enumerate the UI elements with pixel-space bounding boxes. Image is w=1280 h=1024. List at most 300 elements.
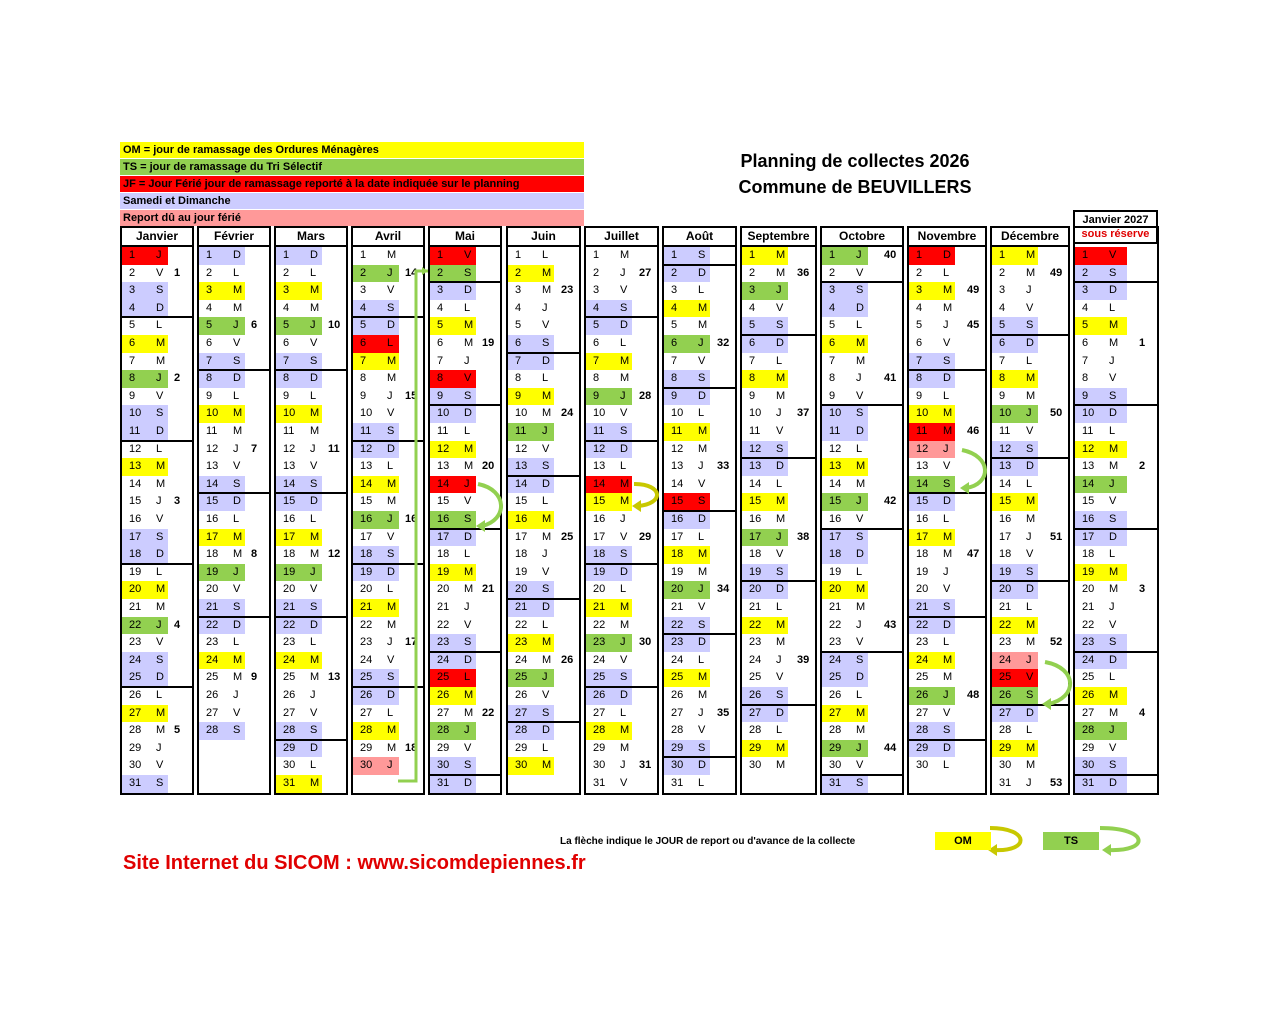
day-letter: M [943, 301, 953, 314]
day-letter: M [542, 389, 552, 402]
day-letter: J [856, 372, 862, 385]
day-number: 18 [283, 548, 296, 561]
day-letter: M [233, 407, 243, 420]
day-number: 30 [593, 759, 606, 772]
day-number: 18 [206, 548, 219, 561]
day-letter: V [943, 337, 951, 349]
day-letter: M [620, 477, 630, 490]
day-number: 12 [671, 442, 684, 455]
day-letter: M [620, 354, 630, 367]
arrow-avril-report [398, 271, 428, 781]
day-letter: J [310, 442, 316, 455]
day-letter: M [776, 618, 786, 631]
day-number: 4 [593, 301, 600, 314]
day-number: 6 [829, 337, 836, 349]
day-letter: L [776, 354, 783, 367]
day-number: 27 [360, 706, 373, 719]
day-letter: M [156, 706, 166, 719]
day-number: 9 [829, 389, 836, 402]
day-letter: J [856, 495, 862, 508]
week-number: 36 [797, 266, 810, 279]
day-number: 20 [515, 583, 528, 596]
day-number: 31 [671, 777, 684, 789]
day-letter: J [1026, 653, 1032, 666]
day-letter: L [542, 372, 549, 385]
week-number: 16 [405, 513, 418, 525]
day-number: 29 [593, 741, 606, 754]
day-number: 12 [129, 442, 142, 455]
day-letter: M [1109, 337, 1119, 349]
day-letter: V [387, 407, 395, 420]
arrow-juillet-om-head [632, 500, 641, 512]
day-letter: S [698, 372, 706, 385]
day-letter: V [542, 319, 550, 332]
day-letter: D [156, 548, 164, 561]
day-number: 11 [206, 425, 218, 437]
day-number: 26 [515, 689, 528, 701]
day-letter: M [620, 724, 630, 737]
day-number: 7 [206, 354, 213, 367]
week-number: 41 [884, 372, 897, 385]
day-number: 22 [671, 618, 684, 631]
day-letter: J [310, 689, 316, 701]
day-number: 12 [437, 442, 450, 455]
day-letter: D [310, 372, 318, 385]
day-letter: D [233, 372, 241, 385]
week-number: 45 [967, 319, 980, 332]
day-letter: D [1109, 407, 1117, 420]
day-number: 17 [671, 530, 684, 543]
day-letter: M [464, 319, 474, 332]
day-number: 20 [360, 583, 373, 596]
arrow-mai-ts-head [476, 520, 485, 532]
day-letter: M [1026, 741, 1036, 754]
day-number: 10 [283, 407, 296, 420]
day-number: 15 [593, 495, 606, 508]
day-number: 29 [999, 741, 1012, 754]
day-letter: V [856, 266, 864, 279]
day-number: 23 [206, 636, 219, 649]
day-letter: L [943, 266, 950, 279]
day-number: 7 [749, 354, 756, 367]
day-letter: J [233, 565, 239, 578]
day-letter: D [856, 301, 864, 314]
day-number: 10 [515, 407, 528, 420]
day-number: 1 [283, 249, 290, 261]
day-number: 9 [749, 389, 756, 402]
day-number: 23 [916, 636, 929, 649]
day-number: 7 [671, 354, 678, 367]
day-number: 22 [437, 618, 450, 631]
day-number: 10 [829, 407, 842, 420]
day-letter: V [464, 618, 472, 631]
day-number: 13 [437, 460, 450, 473]
day-number: 28 [829, 724, 842, 737]
day-letter: S [943, 477, 951, 490]
day-letter: L [1026, 601, 1033, 613]
day-letter: J [698, 583, 704, 596]
week-number: 24 [561, 407, 574, 420]
day-number: 26 [999, 689, 1012, 701]
site-link[interactable]: Site Internet du SICOM : www.sicomdepiennes.fr [123, 852, 586, 874]
day-number: 7 [999, 354, 1006, 367]
month-header: Février [199, 228, 269, 247]
day-letter: S [776, 565, 784, 578]
day-letter: L [1109, 425, 1116, 437]
day-letter: J [1109, 477, 1115, 490]
legend-arrow-ts [1100, 828, 1139, 850]
week-number: 18 [405, 741, 418, 754]
day-letter: M [943, 425, 953, 437]
day-number: 19 [515, 565, 528, 578]
day-number: 18 [749, 548, 762, 561]
day-letter: M [387, 372, 397, 385]
day-number: 12 [515, 442, 528, 455]
day-letter: V [464, 741, 472, 754]
day-number: 10 [437, 407, 450, 420]
day-number: 12 [206, 442, 219, 455]
day-letter: M [542, 266, 552, 279]
day-number: 28 [671, 724, 684, 737]
day-number: 14 [749, 477, 762, 490]
month-header: Décembre [992, 228, 1068, 247]
day-number: 23 [1082, 636, 1095, 649]
day-number: 27 [749, 706, 762, 719]
day-letter: V [464, 372, 472, 385]
week-number: 29 [639, 530, 652, 543]
day-letter: L [156, 442, 163, 455]
day-number: 9 [515, 389, 522, 402]
day-letter: D [387, 319, 395, 332]
day-number: 5 [829, 319, 836, 332]
week-number: 34 [717, 583, 730, 596]
week-number: 43 [884, 618, 897, 631]
day-number: 19 [206, 565, 219, 578]
day-letter: V [1109, 618, 1117, 631]
day-number: 15 [749, 495, 762, 508]
day-letter: L [1109, 671, 1116, 684]
day-letter: M [1109, 689, 1119, 701]
day-number: 8 [593, 372, 600, 385]
day-number: 25 [283, 671, 296, 684]
day-letter: J [542, 425, 548, 437]
day-number: 22 [360, 618, 373, 631]
day-letter: J [156, 372, 162, 385]
legend-ts: TS = jour de ramassage du Tri Sélectif [120, 159, 584, 175]
day-number: 26 [129, 689, 142, 701]
day-number: 24 [129, 653, 142, 666]
day-number: 20 [206, 583, 219, 596]
day-letter: M [464, 583, 474, 596]
january-2027-label: Janvier 2027 [1082, 214, 1149, 226]
day-number: 19 [360, 565, 373, 578]
day-letter: M [542, 530, 552, 543]
day-number: 22 [749, 618, 762, 631]
day-letter: M [856, 706, 866, 719]
day-letter: M [1026, 389, 1036, 402]
day-number: 3 [437, 284, 444, 297]
day-number: 4 [999, 301, 1006, 314]
day-number: 7 [1082, 354, 1089, 367]
week-number: 33 [717, 460, 730, 473]
day-letter: L [856, 442, 863, 455]
day-number: 12 [593, 442, 606, 455]
day-letter: S [620, 301, 628, 314]
week-number: 37 [797, 407, 810, 420]
day-number: 15 [1082, 495, 1095, 508]
day-letter: S [776, 689, 784, 701]
day-letter: V [776, 425, 784, 437]
day-number: 19 [671, 565, 684, 578]
day-number: 17 [437, 530, 450, 543]
day-letter: S [387, 425, 395, 437]
day-number: 29 [916, 741, 929, 754]
day-letter: L [776, 601, 783, 613]
day-letter: D [698, 389, 706, 402]
day-letter: L [776, 724, 783, 737]
day-letter: J [233, 442, 239, 455]
day-number: 8 [999, 372, 1006, 385]
day-number: 12 [829, 442, 842, 455]
day-number: 26 [671, 689, 684, 701]
day-letter: J [620, 636, 626, 649]
day-letter: M [776, 513, 786, 525]
day-number: 16 [1082, 513, 1095, 525]
day-number: 29 [283, 741, 296, 754]
day-letter: L [620, 337, 627, 349]
day-number: 21 [515, 601, 528, 613]
day-number: 15 [829, 495, 842, 508]
day-number: 20 [829, 583, 842, 596]
day-letter: M [620, 601, 630, 613]
day-number: 22 [515, 618, 528, 631]
day-number: 8 [129, 372, 136, 385]
day-letter: M [1026, 266, 1036, 279]
day-number: 13 [129, 460, 142, 473]
day-number: 9 [593, 389, 600, 402]
day-number: 24 [999, 653, 1012, 666]
day-number: 28 [129, 724, 142, 737]
day-letter: S [698, 249, 706, 261]
day-number: 13 [283, 460, 296, 473]
day-letter: S [387, 671, 395, 684]
day-number: 15 [515, 495, 528, 508]
day-number: 17 [360, 530, 373, 543]
day-number: 30 [999, 759, 1012, 772]
day-number: 27 [206, 706, 219, 719]
day-letter: J [233, 689, 239, 701]
day-number: 7 [283, 354, 290, 367]
day-number: 27 [593, 706, 606, 719]
arrow-novembre-ts-head [960, 482, 969, 494]
day-letter: S [310, 477, 318, 490]
day-number: 2 [129, 266, 136, 279]
day-letter: L [943, 759, 950, 772]
day-letter: M [776, 249, 786, 261]
day-letter: M [776, 759, 786, 772]
day-letter: L [943, 636, 950, 649]
day-number: 28 [206, 724, 219, 737]
day-letter: D [620, 689, 628, 701]
month-header: Juillet [586, 228, 657, 247]
day-number: 24 [515, 653, 528, 666]
day-letter: L [464, 671, 471, 684]
day-letter: M [856, 724, 866, 737]
day-letter: V [1109, 249, 1117, 261]
day-number: 10 [1082, 407, 1095, 420]
day-letter: D [776, 460, 784, 473]
day-letter: M [310, 671, 320, 684]
day-letter: S [856, 284, 864, 297]
day-number: 19 [283, 565, 296, 578]
day-number: 3 [283, 284, 290, 297]
day-letter: L [310, 636, 317, 649]
day-number: 7 [437, 354, 444, 367]
week-number: 19 [482, 337, 495, 349]
day-letter: S [620, 425, 628, 437]
legend-om: OM = jour de ramassage des Ordures Ménagères [120, 142, 584, 158]
day-letter: D [620, 565, 628, 578]
day-number: 6 [515, 337, 522, 349]
day-letter: V [776, 301, 784, 314]
day-letter: L [620, 583, 627, 596]
day-letter: M [943, 407, 953, 420]
day-letter: J [856, 618, 862, 631]
day-number: 9 [1082, 389, 1089, 402]
day-letter: J [464, 354, 470, 367]
day-number: 14 [829, 477, 842, 490]
day-number: 5 [671, 319, 678, 332]
month-header: Septembre [742, 228, 815, 247]
day-letter: S [776, 442, 784, 455]
day-letter: V [620, 407, 628, 420]
day-number: 9 [671, 389, 678, 402]
day-number: 30 [129, 759, 142, 772]
day-letter: D [943, 741, 951, 754]
day-number: 20 [129, 583, 142, 596]
day-letter: M [620, 741, 630, 754]
day-number: 3 [360, 284, 367, 297]
day-number: 19 [129, 565, 142, 578]
day-number: 10 [916, 407, 929, 420]
day-letter: M [856, 337, 866, 349]
day-number: 11 [515, 425, 527, 437]
day-number: 1 [593, 249, 600, 261]
day-number: 21 [129, 601, 142, 613]
day-number: 5 [129, 319, 136, 332]
day-number: 23 [437, 636, 450, 649]
day-letter: M [856, 583, 866, 596]
day-letter: J [1109, 724, 1115, 737]
day-letter: J [464, 724, 470, 737]
day-letter: M [542, 284, 552, 297]
day-letter: V [1026, 548, 1034, 561]
legend-jf: JF = Jour Férié jour de ramassage reporté à la date indiquée sur le planning [120, 176, 584, 192]
week-number: 30 [639, 636, 652, 649]
day-number: 25 [437, 671, 450, 684]
day-number: 8 [671, 372, 678, 385]
day-letter: M [464, 460, 474, 473]
day-letter: L [698, 653, 705, 666]
day-letter: M [1026, 495, 1036, 508]
day-letter: L [776, 477, 783, 490]
day-number: 30 [829, 759, 842, 772]
week-number: 2 [1139, 460, 1146, 473]
day-letter: D [943, 495, 951, 508]
day-number: 3 [749, 284, 756, 297]
day-letter: D [464, 653, 472, 666]
day-letter: S [698, 618, 706, 631]
day-letter: S [1026, 319, 1034, 332]
day-number: 2 [206, 266, 213, 279]
day-letter: M [1109, 565, 1119, 578]
day-letter: J [620, 759, 626, 772]
day-number: 27 [916, 706, 929, 719]
day-letter: M [1026, 249, 1036, 261]
day-number: 9 [206, 389, 213, 402]
day-number: 18 [437, 548, 450, 561]
day-number: 18 [999, 548, 1012, 561]
day-number: 10 [360, 407, 373, 420]
day-number: 25 [749, 671, 762, 684]
day-letter: D [1109, 284, 1117, 297]
week-number: 3 [1139, 583, 1146, 596]
day-letter: V [233, 706, 241, 719]
day-number: 31 [437, 777, 450, 789]
day-letter: L [698, 530, 705, 543]
day-letter: D [698, 759, 706, 772]
day-number: 28 [916, 724, 929, 737]
day-letter: V [620, 530, 628, 543]
day-number: 4 [829, 301, 836, 314]
day-number: 2 [916, 266, 923, 279]
day-letter: M [1026, 618, 1036, 631]
week-number: 11 [328, 442, 340, 455]
day-number: 21 [206, 601, 219, 613]
day-letter: J [156, 618, 162, 631]
day-number: 8 [916, 372, 923, 385]
day-number: 1 [129, 249, 136, 261]
day-letter: D [542, 477, 550, 490]
day-letter: J [542, 548, 548, 561]
day-number: 27 [129, 706, 142, 719]
day-number: 6 [671, 337, 678, 349]
day-letter: J [856, 741, 862, 754]
day-number: 2 [593, 266, 600, 279]
day-number: 6 [1082, 337, 1089, 349]
month-header: Janvier [122, 228, 192, 247]
day-number: 23 [749, 636, 762, 649]
day-number: 4 [360, 301, 367, 314]
day-number: 28 [515, 724, 528, 737]
day-letter: D [156, 671, 164, 684]
day-letter: S [156, 284, 164, 297]
day-number: 15 [437, 495, 450, 508]
day-letter: M [233, 548, 243, 561]
day-number: 29 [1082, 741, 1095, 754]
day-letter: V [1026, 301, 1034, 314]
day-letter: M [698, 689, 708, 701]
day-number: 1 [829, 249, 836, 261]
day-number: 29 [515, 741, 528, 754]
day-letter: L [156, 565, 163, 578]
day-number: 16 [437, 513, 450, 525]
day-letter: V [542, 442, 550, 455]
day-number: 11 [671, 425, 683, 437]
day-letter: M [776, 266, 786, 279]
legend-weekend: Samedi et Dimanche [120, 193, 584, 209]
day-number: 16 [283, 513, 296, 525]
